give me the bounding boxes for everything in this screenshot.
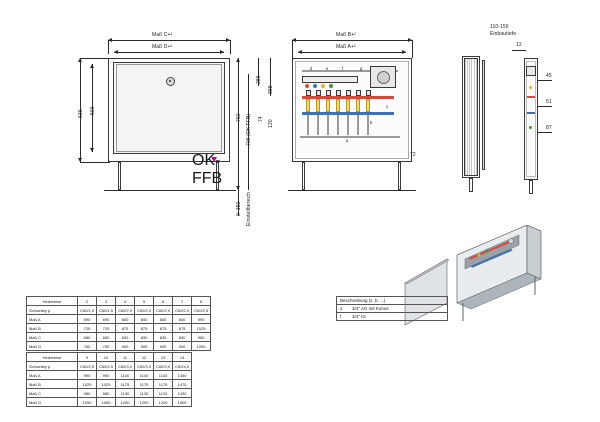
dim-label-0-150: 0–150 [236, 201, 242, 216]
flow-meter [356, 99, 360, 112]
side-view-group [450, 0, 600, 230]
drop-tube [357, 115, 359, 135]
callout-f: f [342, 66, 344, 71]
cell: 1175 [154, 380, 173, 389]
cell: 875 [154, 324, 173, 333]
legend-box [336, 296, 448, 321]
table-row [27, 306, 211, 315]
cell: 1475 [173, 380, 192, 389]
ext-line [80, 162, 110, 163]
legend-item [337, 305, 447, 313]
door-lock-center [169, 80, 171, 82]
valve-blue-1 [313, 84, 317, 88]
cell: Maß C [27, 333, 78, 342]
cell: C60/2,5 [192, 306, 211, 315]
callout-d: d [310, 66, 313, 71]
cell: 690 [97, 315, 116, 324]
cell: 1130 [154, 389, 173, 398]
side-leg-right [529, 180, 533, 194]
leader-87 [538, 132, 552, 133]
dim-arrow-up [90, 64, 94, 68]
dim-line-mass-d [114, 52, 224, 53]
cell: 1025 [78, 380, 97, 389]
table-row [27, 398, 192, 407]
cell: Maß A [27, 371, 78, 380]
th-0: Heizkreise [27, 353, 78, 362]
cell: C60/4,0 [173, 362, 192, 371]
cell: 900 [154, 342, 173, 351]
cell: Schrankty p [27, 306, 78, 315]
dim-label-130: 130 [268, 119, 274, 128]
actuator-head [326, 90, 331, 96]
dim-arrow-right [402, 50, 406, 54]
th-1: 2 [78, 297, 97, 306]
dim-label-760: 760 [236, 113, 242, 122]
dim-arrow-left [108, 38, 112, 42]
th-2: 10 [97, 353, 116, 362]
cell: 875 [173, 324, 192, 333]
cell: Maß B [27, 380, 78, 389]
cell: 725 [78, 324, 97, 333]
dim-label-72: 72 [410, 152, 416, 158]
dim-label-636: 636 [78, 109, 84, 118]
actuator-head [346, 90, 351, 96]
valve-green-1 [329, 84, 333, 88]
cell: 1140 [116, 371, 135, 380]
cell: 1140 [135, 371, 154, 380]
dim-arrow-left [114, 50, 118, 54]
ext-line [230, 40, 231, 54]
valve-red-1 [305, 84, 309, 88]
floor-line [104, 190, 236, 191]
leader-51 [538, 106, 552, 107]
front-view [0, 0, 250, 230]
flow-meter [346, 99, 350, 112]
cell: 990 [78, 371, 97, 380]
cell: 1025 [97, 380, 116, 389]
cell: Maß A [27, 315, 78, 324]
cell: 1050 [78, 398, 97, 407]
dim-arrow-left [298, 50, 302, 54]
actuator-head [316, 90, 321, 96]
iso-valve-icon [485, 249, 488, 252]
table-row [27, 315, 211, 324]
cell: 680 [97, 333, 116, 342]
dim-line-mass-a [298, 52, 406, 53]
bottom-rail [300, 136, 400, 138]
pump-icon [377, 71, 390, 84]
th-6: 7 [173, 297, 192, 306]
side-valve-icon [529, 86, 532, 89]
cell: 830 [173, 333, 192, 342]
legend-text: 3/4" AG mit Konus [352, 306, 389, 311]
table-header-row [27, 353, 192, 362]
dim-label-mass-d: Maß D+² [152, 44, 173, 50]
depth-label-einbautiefe: Einbautiefe [490, 31, 517, 37]
cell: 990 [97, 371, 116, 380]
flow-meter [316, 99, 320, 112]
cell: 980 [78, 389, 97, 398]
cell: 725 [97, 324, 116, 333]
th-4: 12 [135, 353, 154, 362]
cabinet-leg-left [302, 162, 305, 190]
cell: 830 [116, 333, 135, 342]
cell: C60/2,0 [116, 306, 135, 315]
callout-b: b [370, 120, 373, 125]
cell: 750 [97, 342, 116, 351]
table-row [27, 362, 192, 371]
table-row [27, 371, 192, 380]
cell: 1025 [192, 324, 211, 333]
legend-title: Beschreibung (z. b: ...) [337, 297, 447, 305]
cell: 1430 [173, 389, 192, 398]
cell: C60/3,0 [154, 362, 173, 371]
cell: C60/2,5 [78, 362, 97, 371]
th-6: 14 [173, 353, 192, 362]
ext-line [412, 40, 413, 58]
actuator-head [366, 90, 371, 96]
cell: Maß B [27, 324, 78, 333]
dimension-table-1 [26, 296, 211, 351]
cell: 830 [135, 333, 154, 342]
flow-meter [336, 99, 340, 112]
dim-label-45: 45 [546, 73, 552, 79]
dim-label-einstellbereich: Einstellbereich [246, 191, 252, 226]
cell: C60/3,0 [116, 362, 135, 371]
cell: 840 [154, 315, 173, 324]
cell: 1130 [135, 389, 154, 398]
drop-tube [347, 115, 349, 135]
cell: C60/1,5 [78, 306, 97, 315]
side-fitting-icon [529, 126, 532, 129]
cell: C60/2,0 [173, 306, 192, 315]
dim-label-706-okffb: 706 (OK FFB) [246, 113, 252, 146]
side-supply-pipe [527, 96, 535, 98]
cell: 900 [173, 342, 192, 351]
legend-item [337, 313, 447, 320]
cell: 840 [116, 315, 135, 324]
cell: C60/2,0 [135, 306, 154, 315]
side-return-pipe [527, 112, 535, 114]
drop-tube [367, 115, 369, 135]
ext-line [80, 58, 110, 59]
cell: C60/2,0 [154, 306, 173, 315]
iso-pump-icon [509, 239, 514, 244]
actuator-head [356, 90, 361, 96]
side-section-door-frame [462, 56, 480, 178]
legend-key: f [340, 314, 342, 319]
iso-valve-icon [477, 253, 480, 256]
cell: 1500 [173, 398, 192, 407]
cell: 1175 [116, 380, 135, 389]
table-row [27, 333, 211, 342]
cell: 1200 [154, 398, 173, 407]
okffb-label: OK-FFB [192, 152, 223, 187]
side-section-cabinet-inner [526, 61, 536, 177]
cell: 840 [135, 315, 154, 324]
cell: 875 [116, 324, 135, 333]
legend-text: 3/4" IG [352, 314, 366, 319]
dim-arrow-right [220, 50, 224, 54]
flow-meter [306, 99, 310, 112]
cell: Maß D [27, 398, 78, 407]
depth-label-110-150: 110-150 [490, 24, 509, 30]
cabinet-leg-left [118, 162, 121, 190]
th-5: 6 [154, 297, 173, 306]
cell: 980 [192, 333, 211, 342]
cell: 1200 [116, 398, 135, 407]
dim-label-87: 87 [546, 125, 552, 131]
th-2: 3 [97, 297, 116, 306]
cell: 1175 [135, 380, 154, 389]
dim-line-760 [238, 58, 239, 190]
table-row [27, 324, 211, 333]
drop-tube [317, 115, 319, 135]
side-door-panel-edge [482, 60, 485, 170]
cell: 875 [135, 324, 154, 333]
dim-line-mass-b [292, 40, 412, 41]
cell: 830 [154, 333, 173, 342]
flow-meter [366, 99, 370, 112]
dim-line-mass-c [108, 40, 230, 41]
cell: Maß C [27, 389, 78, 398]
side-module [526, 66, 536, 76]
ext-line [108, 40, 109, 54]
manifold-front-view [236, 0, 450, 230]
dim-label-286: 286 [256, 75, 262, 84]
cell: C60/2,5 [97, 362, 116, 371]
cell: 1050 [192, 342, 211, 351]
cabinet-leg-right [398, 162, 401, 190]
callout-c: c [386, 104, 389, 109]
ext-line [292, 40, 293, 58]
dim-line-12 [512, 50, 526, 51]
cell: Schrankty p [27, 362, 78, 371]
th-4: 5 [135, 297, 154, 306]
table-header-row [27, 297, 211, 306]
cell: 1050 [97, 398, 116, 407]
dim-label-mass-b: Maß B+² [336, 32, 357, 38]
table-row [27, 380, 192, 389]
leader-45 [538, 80, 552, 81]
th-3: 4 [116, 297, 135, 306]
cell: 980 [97, 389, 116, 398]
dim-label-566: 566 [90, 106, 96, 115]
callout-e: e [326, 66, 329, 71]
cell: 1140 [154, 371, 173, 380]
dim-label-12: 12 [516, 42, 522, 48]
table-row [27, 342, 211, 351]
cell: 900 [116, 342, 135, 351]
cell: C60/1,5 [97, 306, 116, 315]
cell: C60/3,0 [135, 362, 154, 371]
valve-yellow-1 [321, 84, 325, 88]
legend-key: s [340, 306, 343, 311]
dim-arrow-down [90, 148, 94, 152]
table-row [27, 389, 192, 398]
cell: 680 [78, 333, 97, 342]
flow-meter [326, 99, 330, 112]
iso-cabinet-side [527, 225, 541, 279]
dim-label-388: 388 [268, 85, 274, 94]
th-3: 11 [116, 353, 135, 362]
dim-label-51: 51 [546, 99, 552, 105]
th-0: Heizkreise [27, 297, 78, 306]
dim-arrow-left [292, 38, 296, 42]
cell: 690 [78, 315, 97, 324]
actuator-head [336, 90, 341, 96]
side-leg-left [469, 178, 473, 192]
dim-label-74: 74 [258, 116, 264, 122]
cell: 1440 [173, 371, 192, 380]
drop-tube [327, 115, 329, 135]
cell: Maß D [27, 342, 78, 351]
cell: 1200 [135, 398, 154, 407]
drop-tube [337, 115, 339, 135]
cell: 750 [78, 342, 97, 351]
dimension-table-2 [26, 352, 192, 407]
cell: 840 [173, 315, 192, 324]
terminal-strip [302, 76, 358, 83]
drop-tube [307, 115, 309, 135]
actuator-head [306, 90, 311, 96]
th-7: 8 [192, 297, 211, 306]
door-lock-icon [166, 77, 175, 86]
cell: 990 [192, 315, 211, 324]
th-5: 13 [154, 353, 173, 362]
dim-arrow-up [236, 58, 240, 62]
floor-line [288, 190, 416, 191]
dim-label-mass-a: Maß A+² [336, 44, 356, 50]
th-1: 9 [78, 353, 97, 362]
callout-g: g [360, 66, 363, 71]
callout-a: a [346, 138, 349, 143]
dim-arrow-up [78, 58, 82, 62]
dim-label-mass-c: Maß C+² [152, 32, 173, 38]
cell: 900 [135, 342, 154, 351]
cell: 1130 [116, 389, 135, 398]
